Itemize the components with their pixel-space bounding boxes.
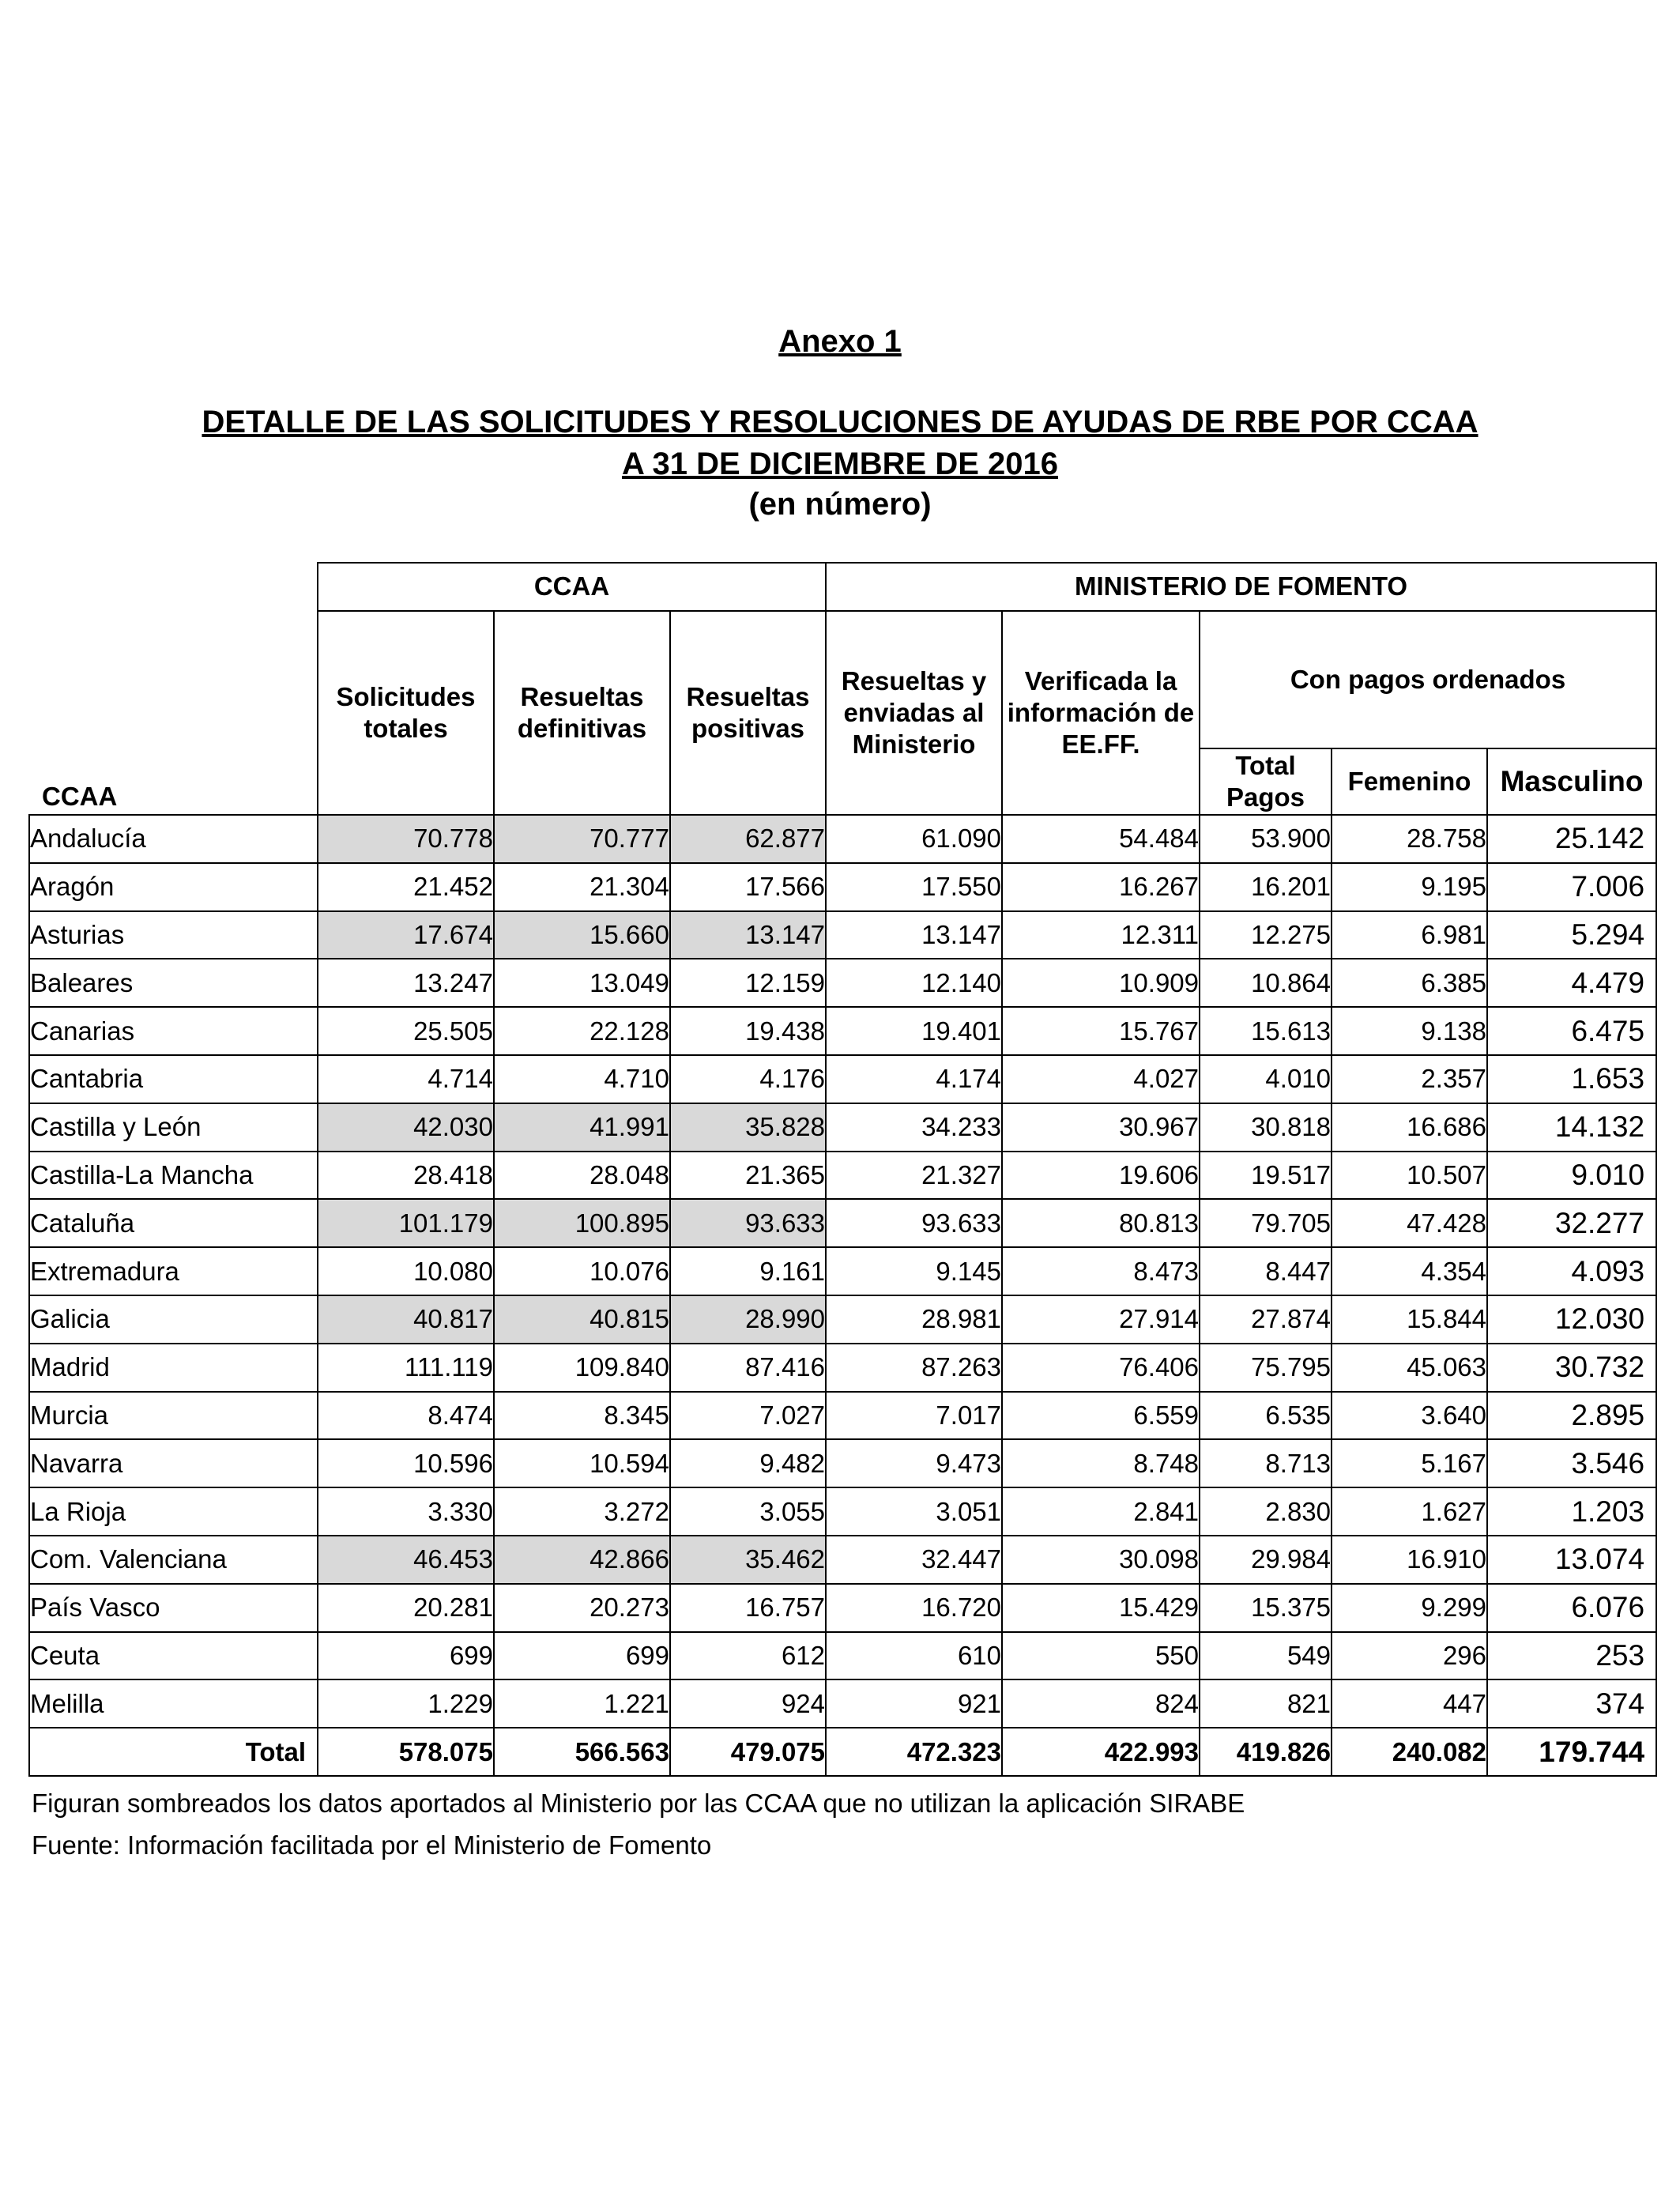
cell-solicitudes: 42.030 [318,1103,494,1152]
cell-resueltas-enviadas: 4.174 [826,1055,1002,1103]
table-row [29,1247,1656,1295]
cell-verificada: 15.767 [1002,1007,1200,1055]
cell-femenino: 447 [1332,1679,1487,1728]
cell-verificada: 8.473 [1002,1247,1200,1295]
col-header-femenino: Femenino [1332,748,1487,815]
cell-verificada: 30.098 [1002,1536,1200,1584]
cell-masculino: 3.546 [1487,1439,1656,1487]
table-row [29,1536,1656,1584]
cell-resueltas-enviadas: 12.140 [826,959,1002,1007]
cell-masculino: 12.030 [1487,1295,1656,1344]
cell-verificada: 10.909 [1002,959,1200,1007]
row-name-cell: La Rioja [29,1487,318,1536]
cell-femenino: 1.627 [1332,1487,1487,1536]
cell-femenino: 9.299 [1332,1584,1487,1632]
header-row-groups [29,563,1656,611]
table-row [29,1487,1656,1536]
cell-masculino: 13.074 [1487,1536,1656,1584]
row-name-cell: País Vasco [29,1584,318,1632]
cell-total-pagos: 549 [1200,1632,1332,1680]
cell-resueltas-enviadas: 3.051 [826,1487,1002,1536]
cell-resueltas-definitivas: 40.815 [494,1295,670,1344]
table-row [29,1679,1656,1728]
cell-femenino: 2.357 [1332,1055,1487,1103]
cell-femenino: 4.354 [1332,1247,1487,1295]
cell-resueltas-definitivas: 109.840 [494,1344,670,1392]
cell-femenino: 28.758 [1332,815,1487,863]
cell-resueltas-definitivas: 28.048 [494,1152,670,1200]
cell-resueltas-definitivas: 4.710 [494,1055,670,1103]
cell-resueltas-positivas: 17.566 [670,863,826,911]
cell-masculino: 32.277 [1487,1199,1656,1247]
cell-resueltas-definitivas: 10.594 [494,1439,670,1487]
cell-total-pagos: 2.830 [1200,1487,1332,1536]
row-name-cell: Madrid [29,1344,318,1392]
col-header-solicitudes: Solicitudes totales [318,611,494,815]
row-name-cell: Canarias [29,1007,318,1055]
row-name-cell: Cantabria [29,1055,318,1103]
table-row [29,1584,1656,1632]
cell-resueltas-positivas: 93.633 [670,1199,826,1247]
cell-masculino: 30.732 [1487,1344,1656,1392]
cell-verificada: 54.484 [1002,815,1200,863]
cell-masculino: 4.093 [1487,1247,1656,1295]
total-cell-resueltas-positivas: 479.075 [670,1728,826,1776]
cell-femenino: 5.167 [1332,1439,1487,1487]
table-row [29,1344,1656,1392]
cell-resueltas-enviadas: 32.447 [826,1536,1002,1584]
cell-total-pagos: 4.010 [1200,1055,1332,1103]
cell-femenino: 9.195 [1332,863,1487,911]
cell-resueltas-positivas: 62.877 [670,815,826,863]
col-header-resueltas-enviadas: Resueltas y enviadas al Ministerio [826,611,1002,815]
cell-resueltas-enviadas: 87.263 [826,1344,1002,1392]
row-name-cell: Asturias [29,911,318,959]
cell-masculino: 25.142 [1487,815,1656,863]
cell-total-pagos: 27.874 [1200,1295,1332,1344]
group-header-ministerio: MINISTERIO DE FOMENTO [826,563,1656,611]
cell-total-pagos: 8.713 [1200,1439,1332,1487]
total-cell-solicitudes: 578.075 [318,1728,494,1776]
cell-masculino: 6.076 [1487,1584,1656,1632]
cell-femenino: 15.844 [1332,1295,1487,1344]
cell-masculino: 2.895 [1487,1392,1656,1440]
col-header-resueltas-positivas: Resueltas positivas [670,611,826,815]
cell-total-pagos: 75.795 [1200,1344,1332,1392]
cell-femenino: 10.507 [1332,1152,1487,1200]
row-header-label: CCAA [29,611,318,815]
cell-verificada: 30.967 [1002,1103,1200,1152]
cell-resueltas-enviadas: 7.017 [826,1392,1002,1440]
cell-femenino: 296 [1332,1632,1487,1680]
total-row [29,1728,1656,1776]
cell-verificada: 4.027 [1002,1055,1200,1103]
cell-femenino: 47.428 [1332,1199,1487,1247]
cell-solicitudes: 3.330 [318,1487,494,1536]
cell-resueltas-enviadas: 21.327 [826,1152,1002,1200]
col-header-resueltas-definitivas: Resueltas definitivas [494,611,670,815]
table-row [29,959,1656,1007]
cell-total-pagos: 6.535 [1200,1392,1332,1440]
row-name-cell: Cataluña [29,1199,318,1247]
cell-resueltas-positivas: 9.482 [670,1439,826,1487]
cell-verificada: 19.606 [1002,1152,1200,1200]
cell-solicitudes: 20.281 [318,1584,494,1632]
cell-resueltas-enviadas: 61.090 [826,815,1002,863]
cell-resueltas-positivas: 19.438 [670,1007,826,1055]
shading-note: Figuran sombreados los datos aportados al Ministerio por las CCAA que no utilizan la aplicación SIRABE [32,1789,1245,1818]
cell-resueltas-positivas: 3.055 [670,1487,826,1536]
cell-solicitudes: 46.453 [318,1536,494,1584]
cell-solicitudes: 21.452 [318,863,494,911]
cell-resueltas-enviadas: 28.981 [826,1295,1002,1344]
cell-solicitudes: 101.179 [318,1199,494,1247]
cell-verificada: 15.429 [1002,1584,1200,1632]
cell-total-pagos: 10.864 [1200,959,1332,1007]
cell-resueltas-positivas: 7.027 [670,1392,826,1440]
total-cell-total-pagos: 419.826 [1200,1728,1332,1776]
cell-masculino: 5.294 [1487,911,1656,959]
cell-resueltas-enviadas: 13.147 [826,911,1002,959]
cell-resueltas-definitivas: 41.991 [494,1103,670,1152]
cell-resueltas-definitivas: 13.049 [494,959,670,1007]
row-name-cell: Ceuta [29,1632,318,1680]
row-name-cell: Murcia [29,1392,318,1440]
table-row [29,1007,1656,1055]
cell-femenino: 9.138 [1332,1007,1487,1055]
cell-masculino: 14.132 [1487,1103,1656,1152]
cell-solicitudes: 10.596 [318,1439,494,1487]
cell-solicitudes: 17.674 [318,911,494,959]
annex-heading: Anexo 1 [778,324,902,359]
cell-resueltas-positivas: 4.176 [670,1055,826,1103]
cell-resueltas-positivas: 12.159 [670,959,826,1007]
cell-total-pagos: 8.447 [1200,1247,1332,1295]
total-cell-femenino: 240.082 [1332,1728,1487,1776]
cell-masculino: 374 [1487,1679,1656,1728]
cell-resueltas-positivas: 13.147 [670,911,826,959]
cell-verificada: 8.748 [1002,1439,1200,1487]
cell-verificada: 824 [1002,1679,1200,1728]
cell-resueltas-positivas: 35.828 [670,1103,826,1152]
cell-femenino: 16.910 [1332,1536,1487,1584]
ccaa-data-table [28,562,1657,1777]
cell-total-pagos: 19.517 [1200,1152,1332,1200]
table-row [29,911,1656,959]
cell-resueltas-definitivas: 22.128 [494,1007,670,1055]
cell-femenino: 6.385 [1332,959,1487,1007]
table-row [29,815,1656,863]
row-name-cell: Castilla y León [29,1103,318,1152]
cell-femenino: 3.640 [1332,1392,1487,1440]
header-row-columns [29,611,1656,748]
cell-resueltas-definitivas: 70.777 [494,815,670,863]
blank-corner-cell [29,563,318,611]
cell-resueltas-definitivas: 1.221 [494,1679,670,1728]
cell-solicitudes: 13.247 [318,959,494,1007]
cell-total-pagos: 821 [1200,1679,1332,1728]
group-header-ccaa: CCAA [318,563,826,611]
cell-resueltas-enviadas: 9.473 [826,1439,1002,1487]
cell-resueltas-definitivas: 10.076 [494,1247,670,1295]
cell-resueltas-positivas: 35.462 [670,1536,826,1584]
row-name-cell: Com. Valenciana [29,1536,318,1584]
document-title-line1: DETALLE DE LAS SOLICITUDES Y RESOLUCIONES DE AYUDAS DE RBE POR CCAA [202,405,1478,439]
cell-verificada: 80.813 [1002,1199,1200,1247]
cell-resueltas-definitivas: 15.660 [494,911,670,959]
cell-solicitudes: 4.714 [318,1055,494,1103]
col-header-masculino: Masculino [1487,748,1656,815]
cell-verificada: 2.841 [1002,1487,1200,1536]
cell-resueltas-enviadas: 921 [826,1679,1002,1728]
document-subtitle-units: (en número) [748,487,932,522]
cell-verificada: 12.311 [1002,911,1200,959]
cell-resueltas-enviadas: 9.145 [826,1247,1002,1295]
cell-resueltas-positivas: 21.365 [670,1152,826,1200]
cell-resueltas-positivas: 28.990 [670,1295,826,1344]
cell-resueltas-definitivas: 21.304 [494,863,670,911]
cell-resueltas-positivas: 9.161 [670,1247,826,1295]
cell-resueltas-enviadas: 610 [826,1632,1002,1680]
row-name-cell: Extremadura [29,1247,318,1295]
cell-solicitudes: 28.418 [318,1152,494,1200]
cell-total-pagos: 15.613 [1200,1007,1332,1055]
cell-femenino: 6.981 [1332,911,1487,959]
cell-resueltas-enviadas: 93.633 [826,1199,1002,1247]
document-title-line2: A 31 DE DICIEMBRE DE 2016 [621,447,1059,481]
cell-total-pagos: 29.984 [1200,1536,1332,1584]
cell-resueltas-positivas: 612 [670,1632,826,1680]
row-name-cell: Andalucía [29,815,318,863]
table-row [29,1632,1656,1680]
cell-solicitudes: 111.119 [318,1344,494,1392]
total-cell-resueltas-definitivas: 566.563 [494,1728,670,1776]
cell-total-pagos: 12.275 [1200,911,1332,959]
cell-verificada: 76.406 [1002,1344,1200,1392]
row-name-cell: Navarra [29,1439,318,1487]
cell-resueltas-enviadas: 34.233 [826,1103,1002,1152]
cell-resueltas-enviadas: 16.720 [826,1584,1002,1632]
col-header-verificada: Verificada la información de EE.FF. [1002,611,1200,815]
cell-femenino: 16.686 [1332,1103,1487,1152]
cell-solicitudes: 8.474 [318,1392,494,1440]
total-cell-verificada: 422.993 [1002,1728,1200,1776]
cell-verificada: 6.559 [1002,1392,1200,1440]
cell-verificada: 27.914 [1002,1295,1200,1344]
table-row [29,1392,1656,1440]
cell-masculino: 7.006 [1487,863,1656,911]
cell-solicitudes: 10.080 [318,1247,494,1295]
table-row [29,1439,1656,1487]
table-row [29,1295,1656,1344]
table-row [29,1199,1656,1247]
cell-resueltas-definitivas: 699 [494,1632,670,1680]
row-name-cell: Baleares [29,959,318,1007]
row-name-cell: Castilla-La Mancha [29,1152,318,1200]
total-label: Total [29,1728,318,1776]
table-row [29,1055,1656,1103]
cell-solicitudes: 70.778 [318,815,494,863]
cell-resueltas-definitivas: 8.345 [494,1392,670,1440]
cell-total-pagos: 30.818 [1200,1103,1332,1152]
table-row [29,1103,1656,1152]
cell-total-pagos: 15.375 [1200,1584,1332,1632]
cell-masculino: 4.479 [1487,959,1656,1007]
table-row [29,863,1656,911]
group-header-pagos: Con pagos ordenados [1200,611,1656,748]
row-name-cell: Melilla [29,1679,318,1728]
cell-resueltas-positivas: 924 [670,1679,826,1728]
cell-resueltas-enviadas: 17.550 [826,863,1002,911]
cell-resueltas-definitivas: 3.272 [494,1487,670,1536]
cell-total-pagos: 53.900 [1200,815,1332,863]
total-cell-resueltas-enviadas: 472.323 [826,1728,1002,1776]
cell-resueltas-enviadas: 19.401 [826,1007,1002,1055]
row-name-cell: Galicia [29,1295,318,1344]
cell-femenino: 45.063 [1332,1344,1487,1392]
cell-masculino: 1.653 [1487,1055,1656,1103]
cell-resueltas-definitivas: 20.273 [494,1584,670,1632]
cell-solicitudes: 699 [318,1632,494,1680]
cell-resueltas-definitivas: 100.895 [494,1199,670,1247]
cell-verificada: 16.267 [1002,863,1200,911]
cell-masculino: 6.475 [1487,1007,1656,1055]
cell-solicitudes: 40.817 [318,1295,494,1344]
cell-solicitudes: 1.229 [318,1679,494,1728]
total-cell-masculino: 179.744 [1487,1728,1656,1776]
col-header-total-pagos: Total Pagos [1200,748,1332,815]
cell-masculino: 1.203 [1487,1487,1656,1536]
cell-solicitudes: 25.505 [318,1007,494,1055]
cell-resueltas-positivas: 87.416 [670,1344,826,1392]
cell-resueltas-positivas: 16.757 [670,1584,826,1632]
cell-total-pagos: 16.201 [1200,863,1332,911]
cell-verificada: 550 [1002,1632,1200,1680]
cell-masculino: 253 [1487,1632,1656,1680]
cell-resueltas-definitivas: 42.866 [494,1536,670,1584]
cell-total-pagos: 79.705 [1200,1199,1332,1247]
table-row [29,1152,1656,1200]
cell-masculino: 9.010 [1487,1152,1656,1200]
row-name-cell: Aragón [29,863,318,911]
source-note: Fuente: Información facilitada por el Ministerio de Fomento [32,1830,712,1860]
